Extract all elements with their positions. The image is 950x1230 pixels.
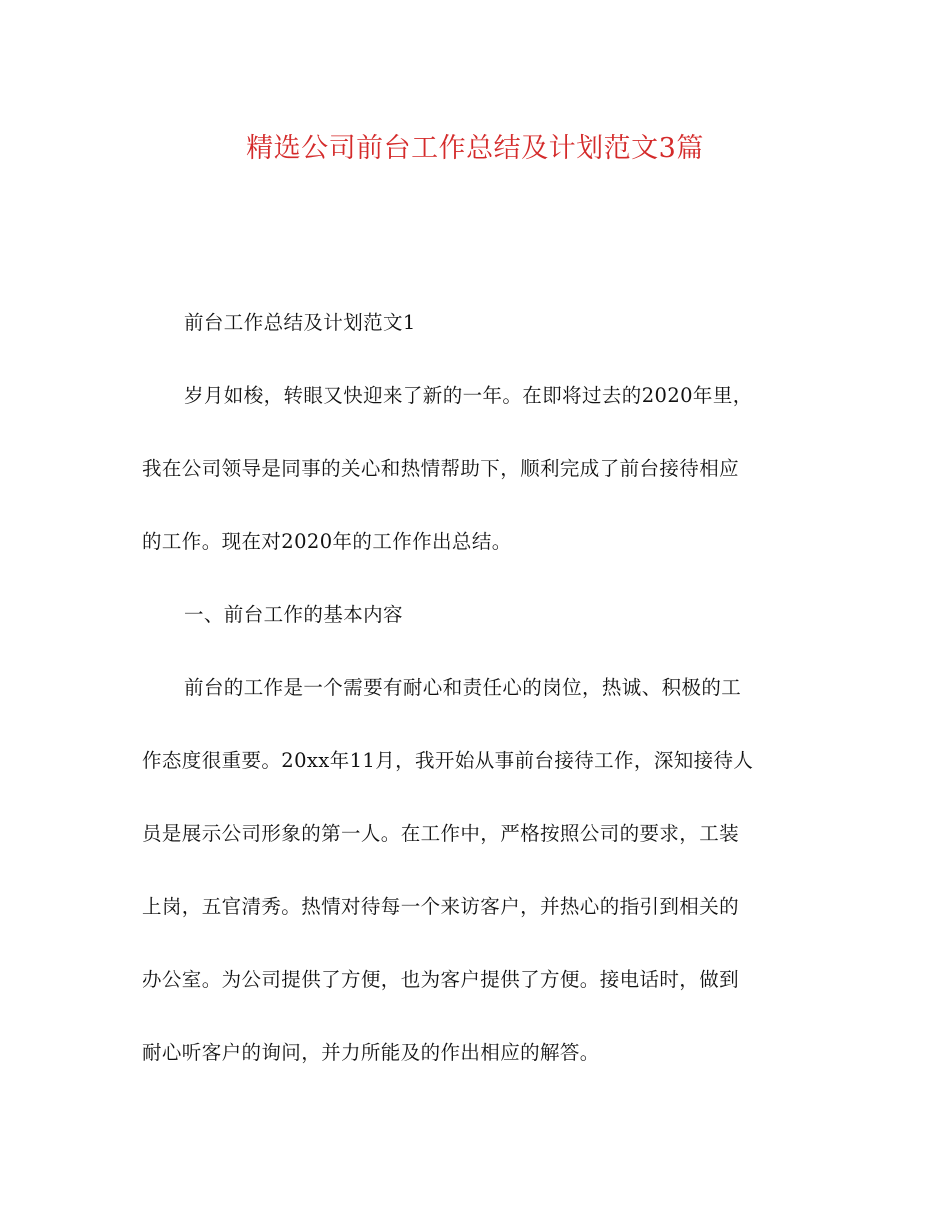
section-heading-2: 一、前台工作的基本内容: [184, 603, 403, 626]
section-heading-1: 前台工作总结及计划范文1: [184, 311, 416, 334]
paragraph-line: 作态度很重要。20xx年11月，我开始从事前台接待工作，深知接待人: [142, 749, 754, 772]
paragraph-line: 耐心听客户的询问，并力所能及的作出相应的解答。: [142, 1041, 600, 1064]
paragraph-line: 前台的工作是一个需要有耐心和责任心的岗位，热诚、积极的工: [184, 676, 742, 699]
paragraph-line: 办公室。为公司提供了方便，也为客户提供了方便。接电话时，做到: [142, 968, 740, 991]
paragraph-line: 上岗，五官清秀。热情对待每一个来访客户，并热心的指引到相关的: [142, 895, 740, 918]
paragraph-line: 我在公司领导是同事的关心和热情帮助下，顺利完成了前台接待相应: [142, 457, 740, 480]
paragraph-line: 员是展示公司形象的第一人。在工作中，严格按照公司的要求，工装: [142, 822, 740, 845]
paragraph-line: 的工作。现在对2020年的工作作出总结。: [142, 530, 512, 553]
paragraph-line: 岁月如梭，转眼又快迎来了新的一年。在即将过去的2020年里，: [184, 384, 753, 407]
document-body: [142, 286, 812, 1089]
document-title: 精选公司前台工作总结及计划范文3篇: [246, 133, 704, 164]
